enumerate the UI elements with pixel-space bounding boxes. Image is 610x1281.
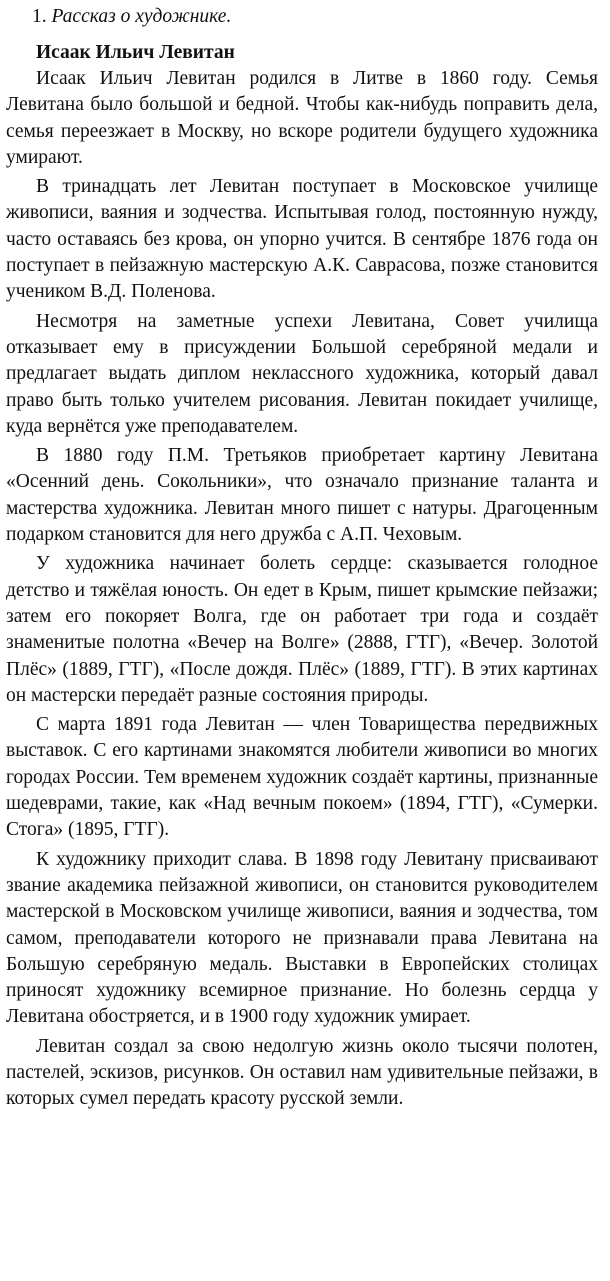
paragraph-2: В тринадцать лет Левитан поступает в Московское училище живописи, ваяния и зодчества. Испытывая голод, постоянную нужду, часто оставаясь без крова, он упорно учится. В сентябре 1876 года он поступает в пейзажную мастерскую А.К. Саврасова, позже становится учеником В.Д. Поленова.	[6, 176, 598, 303]
paragraph-4: В 1880 году П.М. Третьяков приобретает картину Левитана «Осенний день. Сокольники», что означало признание таланта и мастерства художника. Левитан много пишет с натуры. Драгоценным подарком становится для него дружба с А.П. Чеховым.	[6, 445, 598, 546]
task-heading	[32, 4, 598, 30]
paragraph-6: С марта 1891 года Левитан — член Товарищества передвижных выставок. С его картинами знакомятся любители живописи во многих городах России. Тем временем художник создаёт картины, признанные шедеврами, такие, как «Над вечным покоем» (1894, ГТГ), «Сумерки. Стога» (1895, ГТГ).	[6, 714, 598, 841]
article-title: Исаак Ильич Левитан	[36, 42, 235, 63]
task-text: Рассказ о художнике.	[51, 6, 232, 27]
paragraph-7: К художнику приходит слава. В 1898 году Левитану присваивают звание академика пейзажной живописи, он становится руководителем мастерской в Московском училище живописи, ваяния и зодчества, том самом, преподаватели которого не признавали права Левитана на Большую серебряную медаль. Выставки в Европейских столицах приносят художнику всемирное признание. Но болезнь сердца у Левитана обостряется, и в 1900 году художник умирает.	[6, 848, 598, 1028]
paragraph-1: Исаак Ильич Левитан родился в Литве в 1860 году. Семья Левитана было большой и бедной. Чтобы как-нибудь поправить дела, семья переезжает в Москву, но вскоре родители будущего художника умирают.	[6, 68, 598, 168]
paragraph-8: Левитан создал за свою недолгую жизнь около тысячи полотен, пастелей, эскизов, рисунков. Он оставил нам удивительные пейзажи, в которых сумел передать красоту русской земли.	[6, 1035, 598, 1110]
paragraph-3: Несмотря на заметные успехи Левитана, Совет училища отказывает ему в присуждении Большой серебряной медали и предлагает выдать диплом неклассного художника, который давал право быть только учителем рисования. Левитан покидает училище, куда вернётся уже преподавателем.	[6, 310, 598, 437]
paragraph-5: У художника начинает болеть сердце: сказывается голодное детство и тяжёлая юность. Он едет в Крым, пишет крымские пейзажи; затем его покоряет Волга, где он работает три года и создаёт знаменитые полотна «Вечер на Волге» (2888, ГТГ), «Вечер. Золотой Плёс» (1889, ГТГ), «После дождя. Плёс» (1889, ГТГ). В этих картинах он мастерски передаёт разные состояния природы.	[6, 553, 598, 706]
task-number: 1.	[32, 6, 47, 27]
